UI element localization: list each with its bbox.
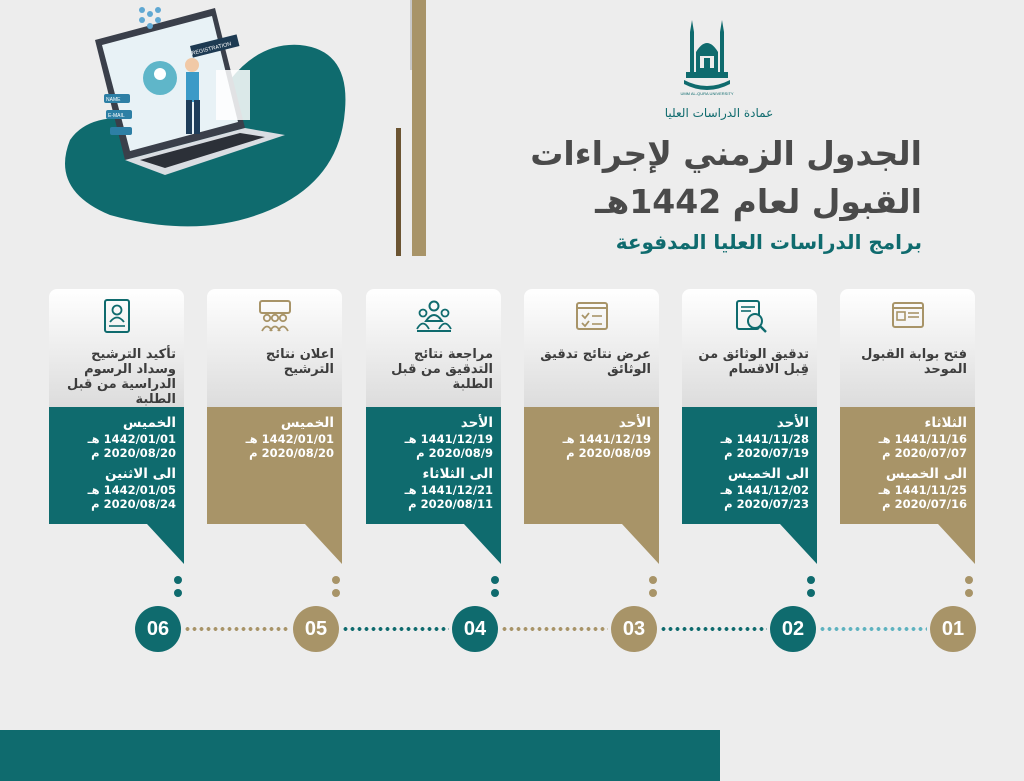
step-date: 2020/07/19 م: [724, 446, 809, 460]
step-card-05: [207, 289, 342, 564]
step-date: 1441/11/25 هـ: [878, 483, 967, 497]
connector-dot: [491, 589, 499, 597]
step-card-03: [524, 289, 659, 564]
step-card-01: [840, 289, 975, 564]
connector-dot: [807, 589, 815, 597]
illustration-name: NAME: [106, 97, 121, 103]
step-number-06: 06: [135, 606, 181, 652]
timeline-dotted-line: [660, 627, 767, 631]
step-number-05: 05: [293, 606, 339, 652]
title-line2: القبول لعام 1442هـ: [595, 182, 922, 221]
step-date: 2020/08/09 م: [566, 446, 651, 460]
timeline-dotted-line: [819, 627, 927, 631]
step-day: الى الخميس: [727, 466, 809, 482]
connector-dot: [332, 576, 340, 584]
step-dates-panel: [366, 407, 501, 564]
step-date: 2020/08/20 م: [249, 446, 334, 460]
step-number-01: 01: [930, 606, 976, 652]
step-card-header: [682, 289, 817, 407]
connector-dot: [174, 589, 182, 597]
step-day: الثلاثاء: [924, 415, 967, 431]
step-dates-panel: [682, 407, 817, 564]
step-date: 1441/12/19 هـ: [404, 432, 493, 446]
connector-dot: [649, 576, 657, 584]
step-date: 1442/01/05 هـ: [87, 483, 176, 497]
step-day: الأحد: [460, 415, 493, 431]
step-dates-panel: [49, 407, 184, 564]
step-card-header: [840, 289, 975, 407]
timeline-dotted-line: [342, 627, 449, 631]
step-title: مراجعة نتائج التدقيق من قبل الطلبة: [391, 347, 493, 392]
step-date: 1441/11/16 هـ: [878, 432, 967, 446]
step-title: تأكيد الترشيح وسداد الرسوم الدراسية من قبل الطلبة: [67, 347, 176, 407]
step-date: 1441/12/02 هـ: [720, 483, 809, 497]
step-card-header: [524, 289, 659, 407]
step-title: عرض نتائج تدقيق الوثائق: [540, 347, 651, 377]
illustration-email: E-MAIL: [108, 113, 125, 119]
step-date: 2020/08/24 م: [91, 497, 176, 511]
step-date: 1441/12/19 هـ: [562, 432, 651, 446]
step-number-02: 02: [770, 606, 816, 652]
step-card-header: [366, 289, 501, 407]
step-number-03: 03: [611, 606, 657, 652]
step-day: الخميس: [122, 415, 176, 431]
subtitle: برامج الدراسات العليا المدفوعة: [615, 230, 922, 254]
connector-dot: [965, 576, 973, 584]
connector-dot: [807, 576, 815, 584]
university-logo: [676, 12, 738, 100]
profile-card-icon: [98, 297, 136, 335]
step-dates-panel: [207, 407, 342, 564]
decor-bar-gold-tall: [412, 0, 426, 256]
title-line1: الجدول الزمني لإجراءات: [530, 134, 922, 173]
step-dates-panel: [840, 407, 975, 564]
deanship-name: عمادة الدراسات العليا: [664, 106, 774, 120]
connector-dot: [491, 576, 499, 584]
step-card-header: [49, 289, 184, 407]
illustration-registration: REGISTRATION: [191, 41, 233, 57]
step-day: الى الاثنين: [105, 466, 176, 482]
document-check-icon: [573, 297, 611, 335]
step-day: الخميس: [280, 415, 334, 431]
connector-dot: [332, 589, 340, 597]
connector-dot: [965, 589, 973, 597]
step-date: 1441/12/21 هـ: [404, 483, 493, 497]
connector-dot: [174, 576, 182, 584]
step-date: 2020/07/16 م: [882, 497, 967, 511]
step-card-04: [366, 289, 501, 564]
step-day: الى الخميس: [885, 466, 967, 482]
browser-portal-icon: [889, 297, 927, 335]
step-card-06: [49, 289, 184, 564]
step-date: 1442/01/01 هـ: [245, 432, 334, 446]
step-date: 2020/07/07 م: [882, 446, 967, 460]
laptop-illustration: [40, 0, 370, 240]
step-card-header: [207, 289, 342, 407]
step-dates-panel: [524, 407, 659, 564]
timeline-dotted-line: [184, 627, 290, 631]
people-screen-icon: [256, 297, 294, 335]
connector-dot: [649, 589, 657, 597]
timeline-dotted-line: [501, 627, 608, 631]
step-day: الأحد: [618, 415, 651, 431]
step-date: 2020/08/9 م: [416, 446, 493, 460]
decor-bar-brown: [396, 128, 401, 256]
group-people-icon: [415, 297, 453, 335]
step-number-04: 04: [452, 606, 498, 652]
step-title: تدقيق الوثائق من قِبل الاقسام: [698, 347, 809, 377]
logo-text: UMM AL-QURA UNIVERSITY: [680, 91, 734, 96]
step-date: 2020/07/23 م: [724, 497, 809, 511]
step-title: اعلان نتائج الترشيح: [265, 347, 334, 377]
footer-bar: [0, 730, 720, 781]
step-date: 2020/08/11 م: [408, 497, 493, 511]
step-date: 1441/11/28 هـ: [720, 432, 809, 446]
step-date: 1442/01/01 هـ: [87, 432, 176, 446]
step-day: الى الثلاثاء: [422, 466, 493, 482]
step-title: فتح بوابة القبول الموحد: [861, 347, 967, 377]
step-date: 2020/08/20 م: [91, 446, 176, 460]
step-day: الأحد: [776, 415, 809, 431]
document-search-icon: [731, 297, 769, 335]
step-card-02: [682, 289, 817, 564]
